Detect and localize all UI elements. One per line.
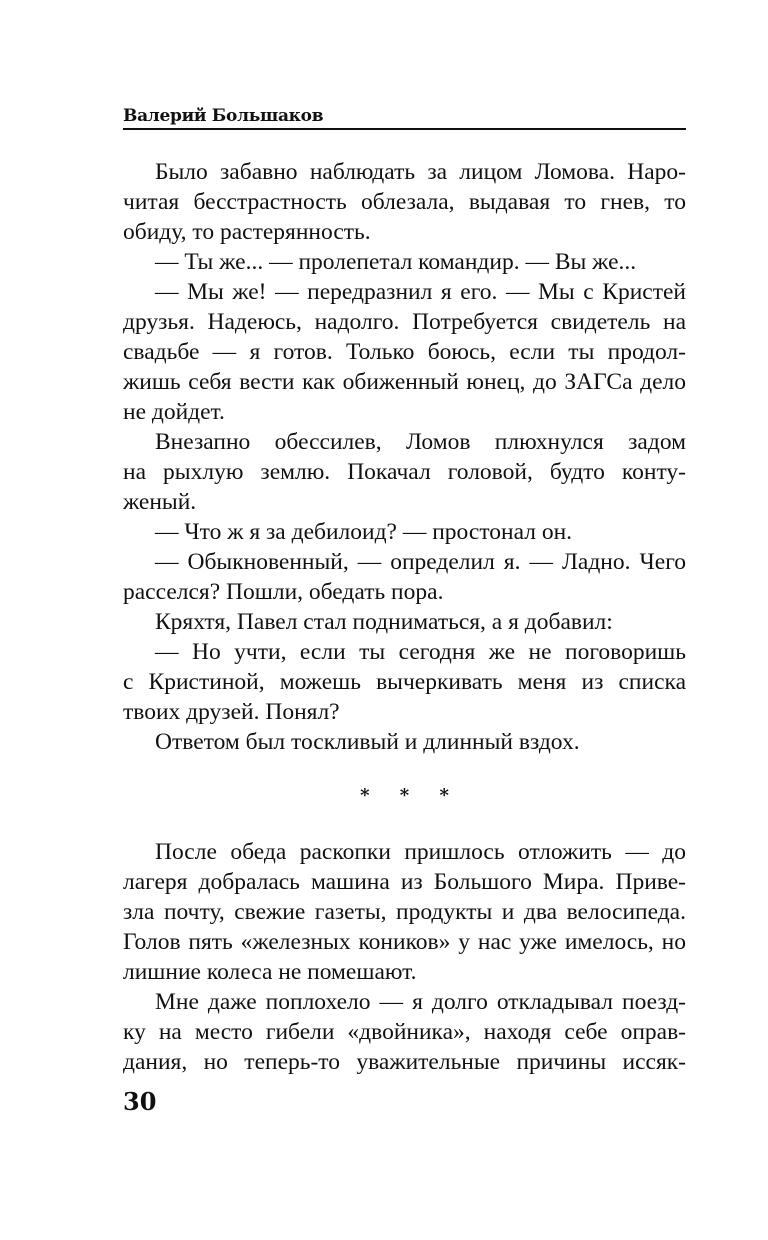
text-line: Кряхтя, Павел стал подниматься, а я добавил: (155, 609, 613, 635)
text-line: свадьбе — я готов. Только боюсь, если ты продол- (123, 339, 686, 365)
text-line: — Но учти, если ты сегодня же не поговоришь (155, 639, 686, 665)
text-line: жишь себя вести как обиженный юнец, до ЗАГСа дело (123, 369, 686, 395)
text-line: — Что ж я за дебилоид? — простонал он. (155, 519, 573, 545)
text-line: Было забавно наблюдать за лицом Ломова. Наро- (155, 159, 686, 185)
text-line: твоих друзей. Понял? (123, 699, 340, 725)
text-line: После обеда раскопки пришлось отложить — до (155, 839, 686, 865)
page-number: 30 (123, 1087, 157, 1116)
text-line: на рыхлую землю. Покачал головой, будто конту- (123, 459, 686, 485)
text-line: — Ты же... — пролепетал командир. — Вы же... (155, 249, 637, 275)
running-title: Валерий Большаков (123, 106, 324, 126)
header-rule (123, 128, 686, 130)
text-line: — Мы же! — передразнил я его. — Мы с Кристей (155, 279, 686, 305)
running-header (123, 104, 686, 130)
text-line: обиду, то растерянность. (123, 219, 371, 245)
text-line: ку на место гибели «двойника», находя себе оправ- (123, 1019, 686, 1045)
text-line: Внезапно обессилев, Ломов плюхнулся задом (155, 429, 686, 455)
text-line: расселся? Пошли, обедать пора. (123, 579, 444, 605)
text-line: Ответом был тоскливый и длинный вздох. (155, 729, 580, 755)
text-line: друзья. Надеюсь, надолго. Потребуется свидетель на (123, 309, 686, 335)
text-line: женый. (123, 489, 197, 515)
section-break: * * * (360, 785, 461, 806)
text-line: лагеря добралась машина из Большого Мира. Приве- (123, 869, 686, 895)
text-line: лишние колеса не помешают. (123, 959, 417, 985)
text-line: не дойдет. (123, 399, 225, 425)
text-line: дания, но теперь-то уважительные причины иссяк- (123, 1049, 686, 1075)
text-line: Голов пять «железных коников» у нас уже имелось, но (123, 929, 686, 955)
text-line: с Кристиной, можешь вычеркивать меня из списка (123, 669, 686, 695)
text-line: Мне даже поплохело — я долго откладывал поезд- (155, 989, 686, 1015)
text-line: зла почту, свежие газеты, продукты и два велосипеда. (123, 899, 686, 925)
text-line: — Обыкновенный, — определил я. — Ладно. Чего (155, 549, 686, 575)
text-line: читая бесстрастность облезала, выдавая то гнев, то (123, 189, 686, 215)
